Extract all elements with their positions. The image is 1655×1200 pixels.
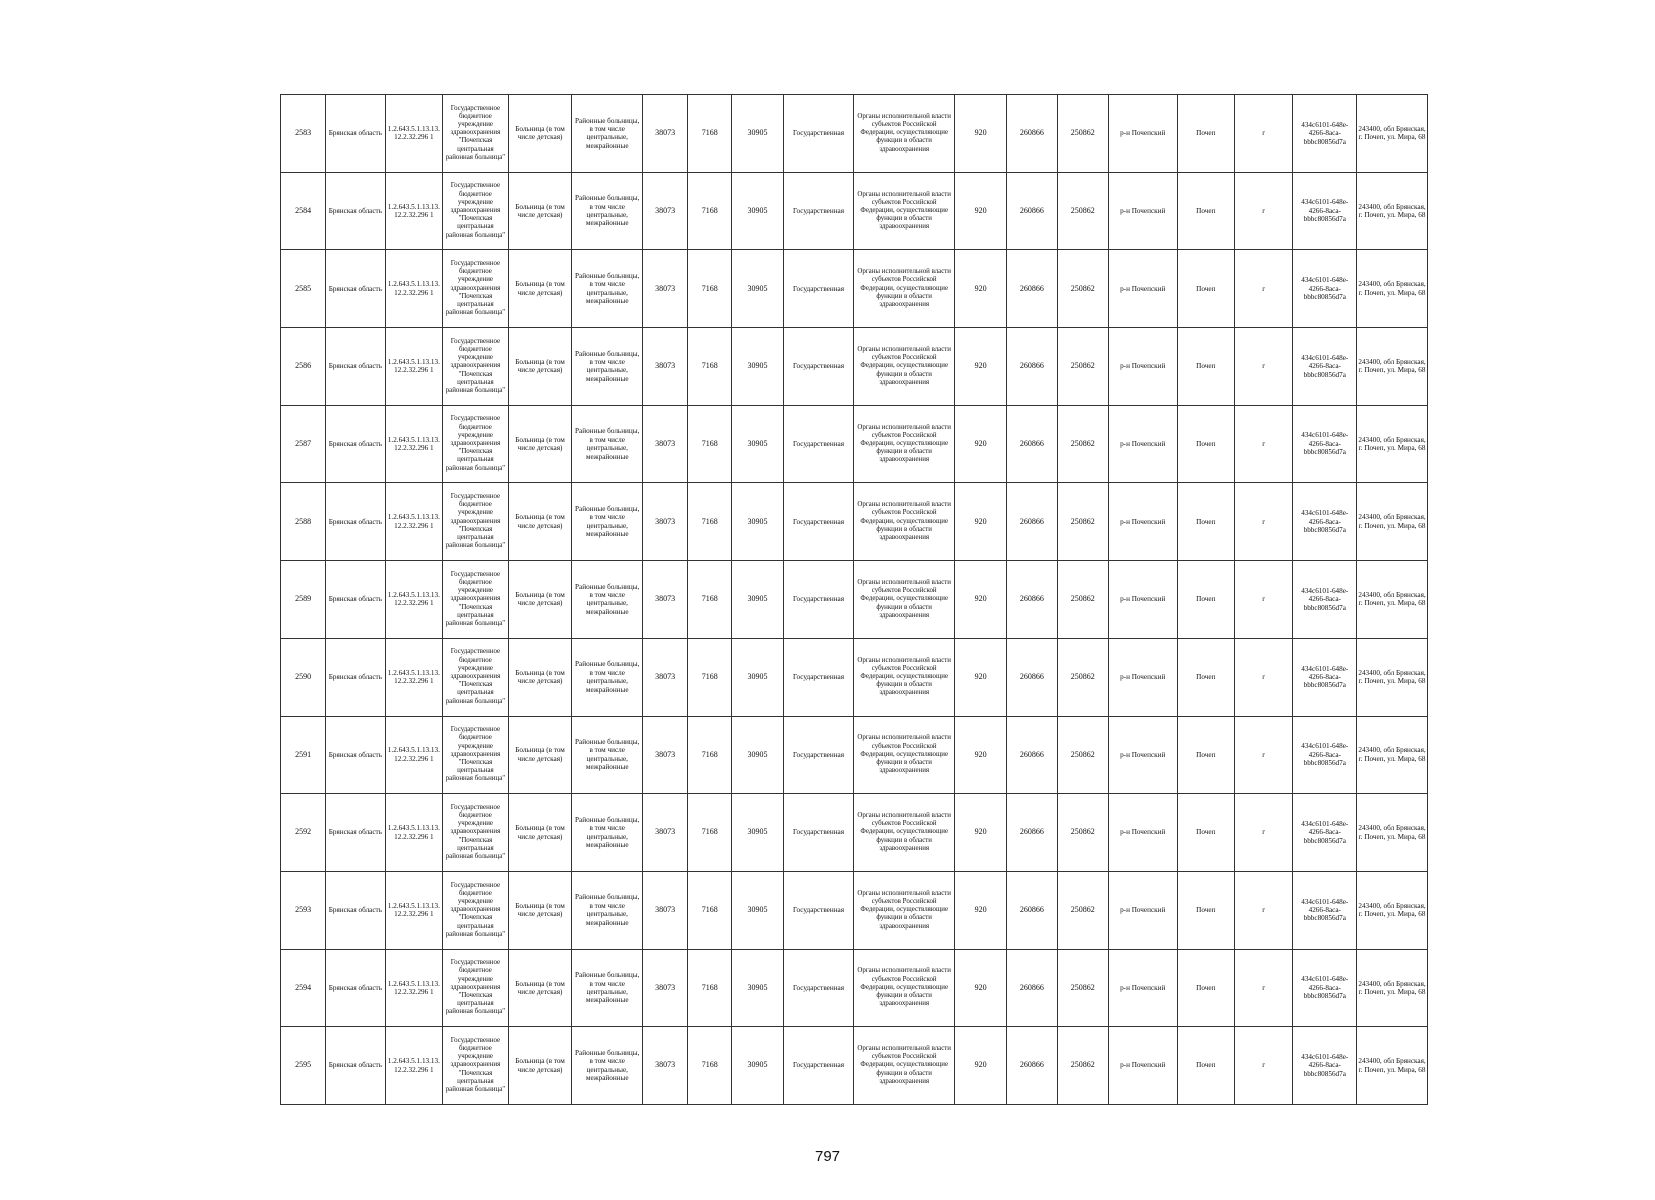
table-row — [281, 483, 1428, 561]
ownership-cell: Государственная — [783, 250, 854, 328]
ownership-cell: Государственная — [783, 949, 854, 1027]
table-row — [281, 95, 1428, 173]
ownership-cell: Государственная — [783, 483, 854, 561]
table-row — [281, 638, 1428, 716]
facility-subtype-cell: Районные больницы, в том числе центральные, межрайонные — [572, 561, 643, 639]
settlement-kind-cell: г — [1235, 405, 1293, 483]
region-cell: Брянская область — [326, 95, 386, 173]
region-cell: Брянская область — [326, 871, 386, 949]
data-table — [280, 94, 1428, 1105]
facility-subtype-cell: Районные больницы, в том числе центральные, межрайонные — [572, 172, 643, 250]
code-7168-cell: 7168 — [688, 794, 732, 872]
address-cell: 243400, обл Брянская, г. Почеп, ул. Мира, 68 — [1357, 561, 1428, 639]
authority-cell: Органы исполнительной власти субъектов Российской Федерации, осуществляющие функции в области здравоохранения — [854, 328, 955, 406]
row-number: 2595 — [281, 1027, 326, 1105]
address-cell: 243400, обл Брянская, г. Почеп, ул. Мира, 68 — [1357, 172, 1428, 250]
address-cell: 243400, обл Брянская, г. Почеп, ул. Мира, 68 — [1357, 794, 1428, 872]
code-260866-cell: 260866 — [1007, 483, 1057, 561]
authority-cell: Органы исполнительной власти субъектов Российской Федерации, осуществляющие функции в области здравоохранения — [854, 871, 955, 949]
district-cell: р-н Почепский — [1108, 328, 1177, 406]
table-row — [281, 949, 1428, 1027]
code-260866-cell: 260866 — [1007, 95, 1057, 173]
code-260866-cell: 260866 — [1007, 250, 1057, 328]
code-920-cell: 920 — [954, 638, 1006, 716]
table-row — [281, 794, 1428, 872]
code-250862-cell: 250862 — [1057, 172, 1108, 250]
organization-cell: Государственное бюджетное учреждение здравоохранения "Почепская центральная районная больница" — [443, 172, 509, 250]
facility-subtype-cell: Районные больницы, в том числе центральные, межрайонные — [572, 250, 643, 328]
region-cell: Брянская область — [326, 405, 386, 483]
code-920-cell: 920 — [954, 250, 1006, 328]
region-cell: Брянская область — [326, 250, 386, 328]
code-7168-cell: 7168 — [688, 871, 732, 949]
oid-code-cell: 1.2.643.5.1.13.13.12.2.32.296 1 — [385, 172, 442, 250]
code-7168-cell: 7168 — [688, 561, 732, 639]
facility-type-cell: Больница (в том числе детская) — [508, 716, 572, 794]
guid-cell: 434c6101-648e-4266-8aca-bbbc80856d7a — [1293, 95, 1357, 173]
code-260866-cell: 260866 — [1007, 1027, 1057, 1105]
district-cell: р-н Почепский — [1108, 405, 1177, 483]
code-250862-cell: 250862 — [1057, 328, 1108, 406]
authority-cell: Органы исполнительной власти субъектов Российской Федерации, осуществляющие функции в области здравоохранения — [854, 1027, 955, 1105]
table-row — [281, 250, 1428, 328]
authority-cell: Органы исполнительной власти субъектов Российской Федерации, осуществляющие функции в области здравоохранения — [854, 405, 955, 483]
oid-code-cell: 1.2.643.5.1.13.13.12.2.32.296 1 — [385, 250, 442, 328]
organization-cell: Государственное бюджетное учреждение здравоохранения "Почепская центральная районная больница" — [443, 949, 509, 1027]
authority-cell: Органы исполнительной власти субъектов Российской Федерации, осуществляющие функции в области здравоохранения — [854, 794, 955, 872]
code-920-cell: 920 — [954, 561, 1006, 639]
ownership-cell: Государственная — [783, 405, 854, 483]
address-cell: 243400, обл Брянская, г. Почеп, ул. Мира, 68 — [1357, 95, 1428, 173]
code-38073-cell: 38073 — [643, 172, 688, 250]
settlement-kind-cell: г — [1235, 172, 1293, 250]
district-cell: р-н Почепский — [1108, 716, 1177, 794]
oid-code-cell: 1.2.643.5.1.13.13.12.2.32.296 1 — [385, 405, 442, 483]
code-38073-cell: 38073 — [643, 949, 688, 1027]
code-260866-cell: 260866 — [1007, 716, 1057, 794]
guid-cell: 434c6101-648e-4266-8aca-bbbc80856d7a — [1293, 871, 1357, 949]
code-7168-cell: 7168 — [688, 405, 732, 483]
code-920-cell: 920 — [954, 405, 1006, 483]
city-cell: Почеп — [1177, 638, 1234, 716]
code-30905-cell: 30905 — [732, 561, 783, 639]
district-cell: р-н Почепский — [1108, 95, 1177, 173]
facility-type-cell: Больница (в том числе детская) — [508, 172, 572, 250]
city-cell: Почеп — [1177, 328, 1234, 406]
address-cell: 243400, обл Брянская, г. Почеп, ул. Мира, 68 — [1357, 1027, 1428, 1105]
page-number: 797 — [814, 1148, 841, 1165]
code-260866-cell: 260866 — [1007, 871, 1057, 949]
district-cell: р-н Почепский — [1108, 871, 1177, 949]
table-row — [281, 871, 1428, 949]
facility-subtype-cell: Районные больницы, в том числе центральные, межрайонные — [572, 405, 643, 483]
row-number: 2591 — [281, 716, 326, 794]
oid-code-cell: 1.2.643.5.1.13.13.12.2.32.296 1 — [385, 638, 442, 716]
guid-cell: 434c6101-648e-4266-8aca-bbbc80856d7a — [1293, 250, 1357, 328]
district-cell: р-н Почепский — [1108, 250, 1177, 328]
region-cell: Брянская область — [326, 561, 386, 639]
row-number: 2594 — [281, 949, 326, 1027]
facility-type-cell: Больница (в том числе детская) — [508, 250, 572, 328]
code-30905-cell: 30905 — [732, 95, 783, 173]
settlement-kind-cell: г — [1235, 949, 1293, 1027]
oid-code-cell: 1.2.643.5.1.13.13.12.2.32.296 1 — [385, 561, 442, 639]
code-260866-cell: 260866 — [1007, 561, 1057, 639]
oid-code-cell: 1.2.643.5.1.13.13.12.2.32.296 1 — [385, 716, 442, 794]
region-cell: Брянская область — [326, 949, 386, 1027]
address-cell: 243400, обл Брянская, г. Почеп, ул. Мира, 68 — [1357, 949, 1428, 1027]
code-250862-cell: 250862 — [1057, 638, 1108, 716]
code-38073-cell: 38073 — [643, 95, 688, 173]
settlement-kind-cell: г — [1235, 794, 1293, 872]
code-30905-cell: 30905 — [732, 716, 783, 794]
row-number: 2587 — [281, 405, 326, 483]
code-38073-cell: 38073 — [643, 405, 688, 483]
code-920-cell: 920 — [954, 172, 1006, 250]
region-cell: Брянская область — [326, 794, 386, 872]
organization-cell: Государственное бюджетное учреждение здравоохранения "Почепская центральная районная больница" — [443, 483, 509, 561]
address-cell: 243400, обл Брянская, г. Почеп, ул. Мира, 68 — [1357, 483, 1428, 561]
row-number: 2584 — [281, 172, 326, 250]
code-38073-cell: 38073 — [643, 638, 688, 716]
facility-subtype-cell: Районные больницы, в том числе центральные, межрайонные — [572, 483, 643, 561]
facility-type-cell: Больница (в том числе детская) — [508, 405, 572, 483]
facility-subtype-cell: Районные больницы, в том числе центральные, межрайонные — [572, 1027, 643, 1105]
code-920-cell: 920 — [954, 95, 1006, 173]
code-7168-cell: 7168 — [688, 638, 732, 716]
code-7168-cell: 7168 — [688, 328, 732, 406]
authority-cell: Органы исполнительной власти субъектов Российской Федерации, осуществляющие функции в области здравоохранения — [854, 716, 955, 794]
organization-cell: Государственное бюджетное учреждение здравоохранения "Почепская центральная районная больница" — [443, 1027, 509, 1105]
facility-subtype-cell: Районные больницы, в том числе центральные, межрайонные — [572, 638, 643, 716]
code-920-cell: 920 — [954, 794, 1006, 872]
code-920-cell: 920 — [954, 1027, 1006, 1105]
guid-cell: 434c6101-648e-4266-8aca-bbbc80856d7a — [1293, 172, 1357, 250]
address-cell: 243400, обл Брянская, г. Почеп, ул. Мира, 68 — [1357, 405, 1428, 483]
facility-subtype-cell: Районные больницы, в том числе центральные, межрайонные — [572, 871, 643, 949]
ownership-cell: Государственная — [783, 172, 854, 250]
code-260866-cell: 260866 — [1007, 794, 1057, 872]
code-7168-cell: 7168 — [688, 172, 732, 250]
code-38073-cell: 38073 — [643, 328, 688, 406]
code-920-cell: 920 — [954, 328, 1006, 406]
facility-subtype-cell: Районные больницы, в том числе центральные, межрайонные — [572, 949, 643, 1027]
organization-cell: Государственное бюджетное учреждение здравоохранения "Почепская центральная районная больница" — [443, 716, 509, 794]
code-30905-cell: 30905 — [732, 638, 783, 716]
guid-cell: 434c6101-648e-4266-8aca-bbbc80856d7a — [1293, 561, 1357, 639]
settlement-kind-cell: г — [1235, 561, 1293, 639]
row-number: 2586 — [281, 328, 326, 406]
facility-type-cell: Больница (в том числе детская) — [508, 949, 572, 1027]
settlement-kind-cell: г — [1235, 483, 1293, 561]
code-920-cell: 920 — [954, 716, 1006, 794]
code-250862-cell: 250862 — [1057, 794, 1108, 872]
table-row — [281, 405, 1428, 483]
guid-cell: 434c6101-648e-4266-8aca-bbbc80856d7a — [1293, 638, 1357, 716]
code-38073-cell: 38073 — [643, 483, 688, 561]
district-cell: р-н Почепский — [1108, 172, 1177, 250]
authority-cell: Органы исполнительной власти субъектов Российской Федерации, осуществляющие функции в области здравоохранения — [854, 638, 955, 716]
row-number: 2590 — [281, 638, 326, 716]
city-cell: Почеп — [1177, 949, 1234, 1027]
code-38073-cell: 38073 — [643, 871, 688, 949]
code-30905-cell: 30905 — [732, 871, 783, 949]
code-38073-cell: 38073 — [643, 794, 688, 872]
facility-type-cell: Больница (в том числе детская) — [508, 561, 572, 639]
row-number: 2585 — [281, 250, 326, 328]
region-cell: Брянская область — [326, 328, 386, 406]
code-260866-cell: 260866 — [1007, 405, 1057, 483]
code-30905-cell: 30905 — [732, 250, 783, 328]
address-cell: 243400, обл Брянская, г. Почеп, ул. Мира, 68 — [1357, 716, 1428, 794]
code-30905-cell: 30905 — [732, 405, 783, 483]
guid-cell: 434c6101-648e-4266-8aca-bbbc80856d7a — [1293, 794, 1357, 872]
code-260866-cell: 260866 — [1007, 172, 1057, 250]
district-cell: р-н Почепский — [1108, 483, 1177, 561]
code-7168-cell: 7168 — [688, 1027, 732, 1105]
code-7168-cell: 7168 — [688, 483, 732, 561]
code-260866-cell: 260866 — [1007, 638, 1057, 716]
facility-type-cell: Больница (в том числе детская) — [508, 794, 572, 872]
authority-cell: Органы исполнительной власти субъектов Российской Федерации, осуществляющие функции в области здравоохранения — [854, 561, 955, 639]
code-7168-cell: 7168 — [688, 716, 732, 794]
code-250862-cell: 250862 — [1057, 483, 1108, 561]
organization-cell: Государственное бюджетное учреждение здравоохранения "Почепская центральная районная больница" — [443, 561, 509, 639]
city-cell: Почеп — [1177, 561, 1234, 639]
code-38073-cell: 38073 — [643, 561, 688, 639]
organization-cell: Государственное бюджетное учреждение здравоохранения "Почепская центральная районная больница" — [443, 405, 509, 483]
code-920-cell: 920 — [954, 871, 1006, 949]
code-30905-cell: 30905 — [732, 1027, 783, 1105]
district-cell: р-н Почепский — [1108, 794, 1177, 872]
ownership-cell: Государственная — [783, 95, 854, 173]
guid-cell: 434c6101-648e-4266-8aca-bbbc80856d7a — [1293, 405, 1357, 483]
address-cell: 243400, обл Брянская, г. Почеп, ул. Мира, 68 — [1357, 250, 1428, 328]
facility-type-cell: Больница (в том числе детская) — [508, 638, 572, 716]
district-cell: р-н Почепский — [1108, 1027, 1177, 1105]
ownership-cell: Государственная — [783, 328, 854, 406]
oid-code-cell: 1.2.643.5.1.13.13.12.2.32.296 1 — [385, 328, 442, 406]
organization-cell: Государственное бюджетное учреждение здравоохранения "Почепская центральная районная больница" — [443, 95, 509, 173]
organization-cell: Государственное бюджетное учреждение здравоохранения "Почепская центральная районная больница" — [443, 871, 509, 949]
guid-cell: 434c6101-648e-4266-8aca-bbbc80856d7a — [1293, 949, 1357, 1027]
settlement-kind-cell: г — [1235, 250, 1293, 328]
authority-cell: Органы исполнительной власти субъектов Российской Федерации, осуществляющие функции в области здравоохранения — [854, 949, 955, 1027]
facility-type-cell: Больница (в том числе детская) — [508, 483, 572, 561]
facility-type-cell: Больница (в том числе детская) — [508, 95, 572, 173]
code-260866-cell: 260866 — [1007, 949, 1057, 1027]
row-number: 2592 — [281, 794, 326, 872]
city-cell: Почеп — [1177, 95, 1234, 173]
facility-subtype-cell: Районные больницы, в том числе центральные, межрайонные — [572, 328, 643, 406]
oid-code-cell: 1.2.643.5.1.13.13.12.2.32.296 1 — [385, 95, 442, 173]
table-row — [281, 172, 1428, 250]
code-30905-cell: 30905 — [732, 949, 783, 1027]
code-250862-cell: 250862 — [1057, 561, 1108, 639]
code-30905-cell: 30905 — [732, 794, 783, 872]
region-cell: Брянская область — [326, 483, 386, 561]
city-cell: Почеп — [1177, 794, 1234, 872]
guid-cell: 434c6101-648e-4266-8aca-bbbc80856d7a — [1293, 1027, 1357, 1105]
address-cell: 243400, обл Брянская, г. Почеп, ул. Мира, 68 — [1357, 871, 1428, 949]
city-cell: Почеп — [1177, 483, 1234, 561]
code-30905-cell: 30905 — [732, 328, 783, 406]
organization-cell: Государственное бюджетное учреждение здравоохранения "Почепская центральная районная больница" — [443, 638, 509, 716]
city-cell: Почеп — [1177, 405, 1234, 483]
code-920-cell: 920 — [954, 483, 1006, 561]
code-250862-cell: 250862 — [1057, 405, 1108, 483]
oid-code-cell: 1.2.643.5.1.13.13.12.2.32.296 1 — [385, 794, 442, 872]
code-30905-cell: 30905 — [732, 483, 783, 561]
guid-cell: 434c6101-648e-4266-8aca-bbbc80856d7a — [1293, 483, 1357, 561]
facility-type-cell: Больница (в том числе детская) — [508, 328, 572, 406]
code-38073-cell: 38073 — [643, 716, 688, 794]
authority-cell: Органы исполнительной власти субъектов Российской Федерации, осуществляющие функции в области здравоохранения — [854, 250, 955, 328]
region-cell: Брянская область — [326, 1027, 386, 1105]
oid-code-cell: 1.2.643.5.1.13.13.12.2.32.296 1 — [385, 871, 442, 949]
ownership-cell: Государственная — [783, 794, 854, 872]
code-920-cell: 920 — [954, 949, 1006, 1027]
address-cell: 243400, обл Брянская, г. Почеп, ул. Мира, 68 — [1357, 638, 1428, 716]
settlement-kind-cell: г — [1235, 95, 1293, 173]
table-row — [281, 1027, 1428, 1105]
oid-code-cell: 1.2.643.5.1.13.13.12.2.32.296 1 — [385, 1027, 442, 1105]
city-cell: Почеп — [1177, 1027, 1234, 1105]
authority-cell: Органы исполнительной власти субъектов Российской Федерации, осуществляющие функции в области здравоохранения — [854, 483, 955, 561]
region-cell: Брянская область — [326, 716, 386, 794]
facility-type-cell: Больница (в том числе детская) — [508, 871, 572, 949]
settlement-kind-cell: г — [1235, 716, 1293, 794]
region-cell: Брянская область — [326, 172, 386, 250]
code-38073-cell: 38073 — [643, 1027, 688, 1105]
ownership-cell: Государственная — [783, 638, 854, 716]
settlement-kind-cell: г — [1235, 328, 1293, 406]
row-number: 2589 — [281, 561, 326, 639]
ownership-cell: Государственная — [783, 1027, 854, 1105]
settlement-kind-cell: г — [1235, 1027, 1293, 1105]
row-number: 2583 — [281, 95, 326, 173]
city-cell: Почеп — [1177, 871, 1234, 949]
row-number: 2588 — [281, 483, 326, 561]
code-250862-cell: 250862 — [1057, 716, 1108, 794]
district-cell: р-н Почепский — [1108, 561, 1177, 639]
organization-cell: Государственное бюджетное учреждение здравоохранения "Почепская центральная районная больница" — [443, 328, 509, 406]
facility-type-cell: Больница (в том числе детская) — [508, 1027, 572, 1105]
oid-code-cell: 1.2.643.5.1.13.13.12.2.32.296 1 — [385, 949, 442, 1027]
code-250862-cell: 250862 — [1057, 949, 1108, 1027]
organization-cell: Государственное бюджетное учреждение здравоохранения "Почепская центральная районная больница" — [443, 250, 509, 328]
row-number: 2593 — [281, 871, 326, 949]
city-cell: Почеп — [1177, 716, 1234, 794]
settlement-kind-cell: г — [1235, 638, 1293, 716]
code-7168-cell: 7168 — [688, 250, 732, 328]
city-cell: Почеп — [1177, 250, 1234, 328]
city-cell: Почеп — [1177, 172, 1234, 250]
code-250862-cell: 250862 — [1057, 871, 1108, 949]
organization-cell: Государственное бюджетное учреждение здравоохранения "Почепская центральная районная больница" — [443, 794, 509, 872]
settlement-kind-cell: г — [1235, 871, 1293, 949]
code-250862-cell: 250862 — [1057, 250, 1108, 328]
district-cell: р-н Почепский — [1108, 638, 1177, 716]
code-7168-cell: 7168 — [688, 949, 732, 1027]
authority-cell: Органы исполнительной власти субъектов Российской Федерации, осуществляющие функции в области здравоохранения — [854, 95, 955, 173]
code-7168-cell: 7168 — [688, 95, 732, 173]
table-row — [281, 716, 1428, 794]
facility-subtype-cell: Районные больницы, в том числе центральные, межрайонные — [572, 716, 643, 794]
ownership-cell: Государственная — [783, 561, 854, 639]
guid-cell: 434c6101-648e-4266-8aca-bbbc80856d7a — [1293, 328, 1357, 406]
facility-subtype-cell: Районные больницы, в том числе центральные, межрайонные — [572, 95, 643, 173]
code-30905-cell: 30905 — [732, 172, 783, 250]
authority-cell: Органы исполнительной власти субъектов Российской Федерации, осуществляющие функции в области здравоохранения — [854, 172, 955, 250]
code-250862-cell: 250862 — [1057, 95, 1108, 173]
ownership-cell: Государственная — [783, 716, 854, 794]
guid-cell: 434c6101-648e-4266-8aca-bbbc80856d7a — [1293, 716, 1357, 794]
district-cell: р-н Почепский — [1108, 949, 1177, 1027]
region-cell: Брянская область — [326, 638, 386, 716]
table-row — [281, 561, 1428, 639]
code-250862-cell: 250862 — [1057, 1027, 1108, 1105]
code-38073-cell: 38073 — [643, 250, 688, 328]
facility-subtype-cell: Районные больницы, в том числе центральные, межрайонные — [572, 794, 643, 872]
address-cell: 243400, обл Брянская, г. Почеп, ул. Мира, 68 — [1357, 328, 1428, 406]
ownership-cell: Государственная — [783, 871, 854, 949]
oid-code-cell: 1.2.643.5.1.13.13.12.2.32.296 1 — [385, 483, 442, 561]
table-row — [281, 328, 1428, 406]
code-260866-cell: 260866 — [1007, 328, 1057, 406]
